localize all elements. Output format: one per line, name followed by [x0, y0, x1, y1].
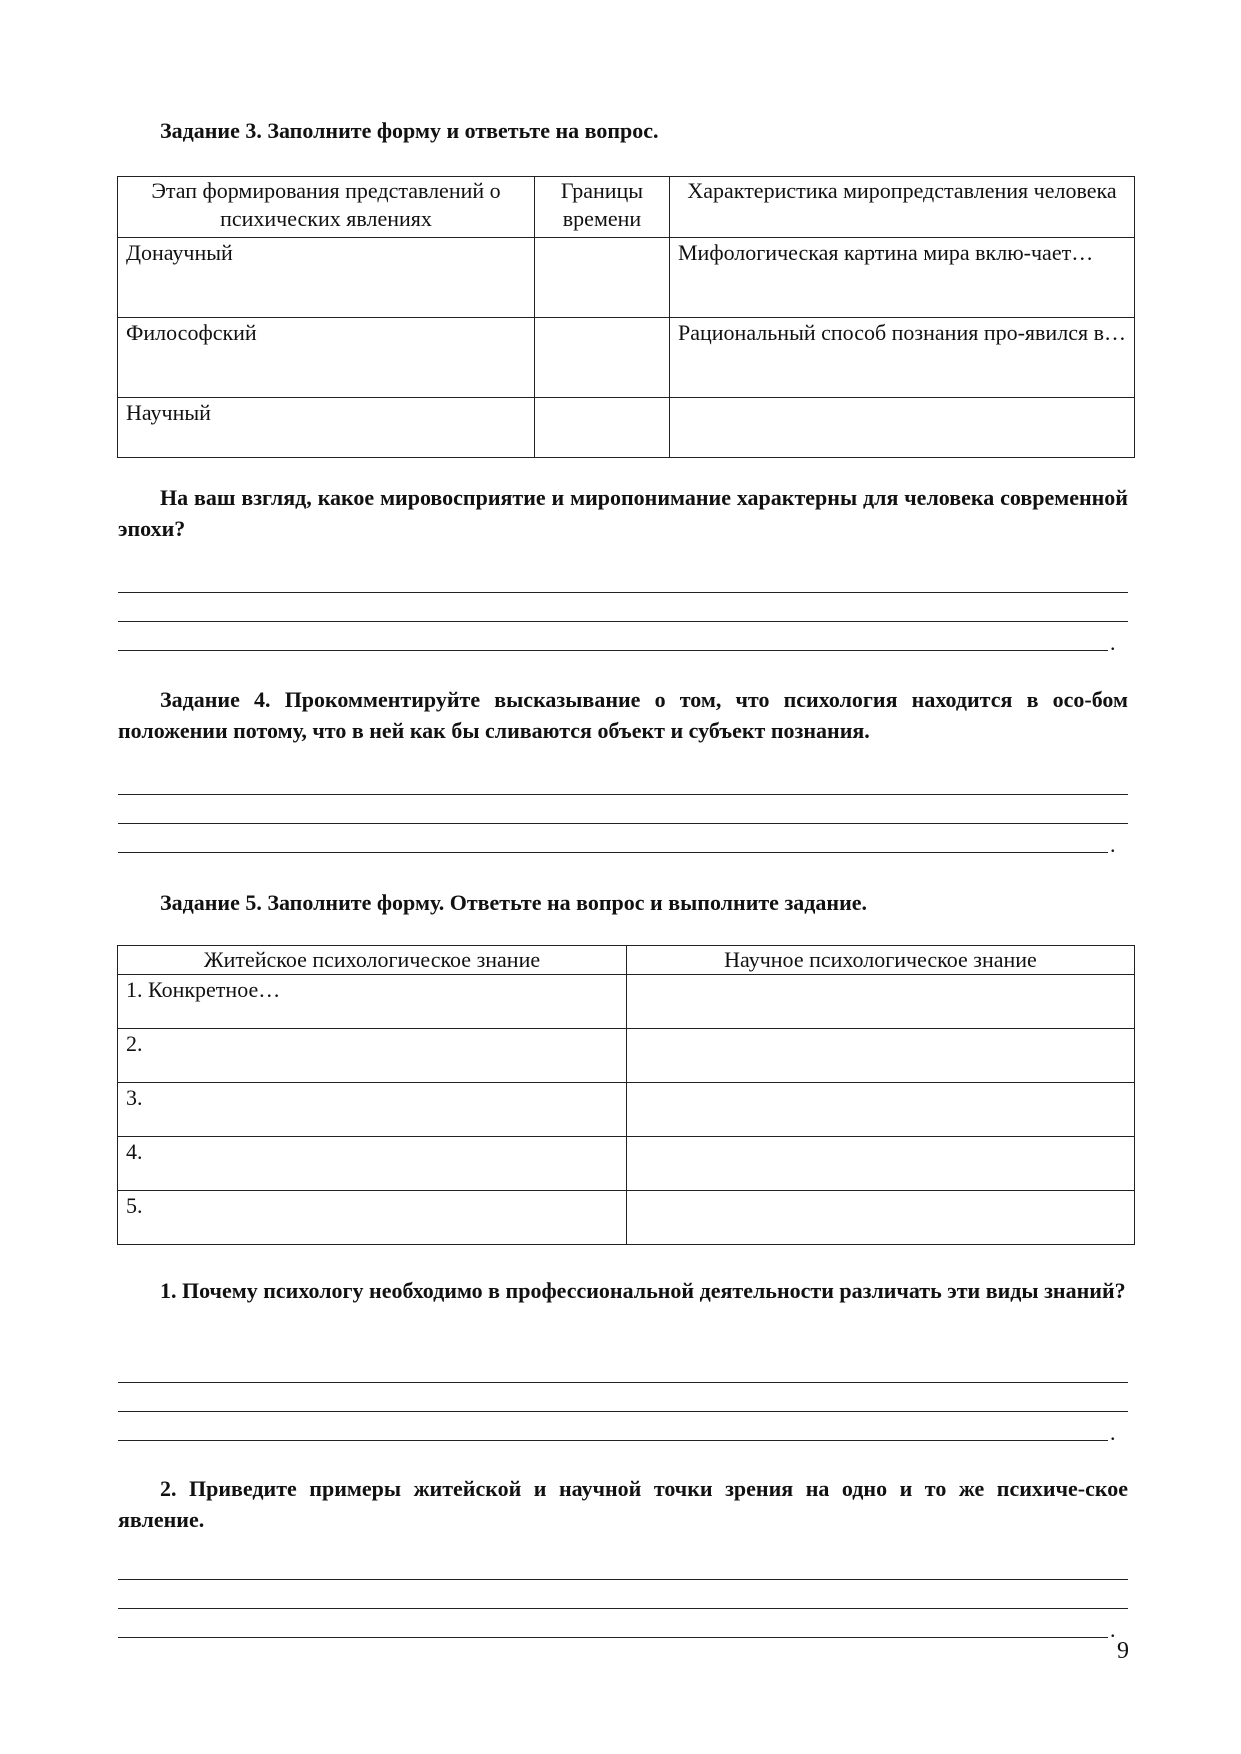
table-cell[interactable]: [627, 975, 1135, 1029]
end-mark: .: [1110, 1420, 1116, 1445]
end-mark: .: [1110, 1617, 1116, 1642]
answer-line[interactable]: [118, 852, 1108, 853]
table-header-cell: Житейское психологическое знание: [118, 946, 627, 975]
task5-question-2: 2. Приведите примеры житейской и научной точки зрения на одно и то же психиче-ское явление.: [118, 1476, 1128, 1532]
table-cell[interactable]: [627, 1029, 1135, 1083]
answer-line[interactable]: [118, 650, 1108, 651]
table-cell: Рациональный способ познания про-явился в…: [670, 318, 1135, 398]
table-row: [118, 1137, 1135, 1191]
table-cell[interactable]: [627, 1191, 1135, 1245]
answer-line[interactable]: [118, 1411, 1128, 1412]
table-row: [118, 398, 1135, 458]
table-cell[interactable]: [535, 238, 670, 318]
table-cell[interactable]: [670, 398, 1135, 458]
answer-line[interactable]: [118, 621, 1128, 622]
table-header-cell: Научное психологическое знание: [627, 946, 1135, 975]
table-row: [118, 1191, 1135, 1245]
answer-line[interactable]: [118, 794, 1128, 795]
table-cell[interactable]: 2.: [118, 1029, 627, 1083]
table-cell[interactable]: [627, 1083, 1135, 1137]
task4-heading: Задание 4. Прокомментируйте высказывание о том, что психология находится в осо-бом положении потому, что в ней как бы сливаются объект и субъект познания.: [118, 687, 1128, 743]
answer-line[interactable]: [118, 1579, 1128, 1580]
table-cell: Донаучный: [118, 238, 535, 318]
table-cell[interactable]: 3.: [118, 1083, 627, 1137]
table-row: [118, 238, 1135, 318]
table-row: [118, 975, 1135, 1029]
page-number: 9: [1117, 1638, 1129, 1664]
end-mark: .: [1110, 630, 1116, 655]
answer-line[interactable]: [118, 823, 1128, 824]
table-row: [118, 318, 1135, 398]
task3-table: [117, 176, 1135, 458]
task5-table: [117, 945, 1135, 1245]
table-cell[interactable]: [535, 398, 670, 458]
table-cell[interactable]: 5.: [118, 1191, 627, 1245]
table-cell: 1. Конкретное…: [118, 975, 627, 1029]
table-cell: Научный: [118, 398, 535, 458]
end-mark: .: [1110, 832, 1116, 857]
table-header-cell: Характеристика миропредставления человека: [670, 177, 1135, 238]
table-header-row: [118, 177, 1135, 238]
table-cell[interactable]: [627, 1137, 1135, 1191]
answer-line[interactable]: [118, 1637, 1108, 1638]
table-cell: Мифологическая картина мира вклю-чает…: [670, 238, 1135, 318]
task3-heading: Задание 3. Заполните форму и ответьте на вопрос.: [160, 118, 659, 143]
table-cell[interactable]: 4.: [118, 1137, 627, 1191]
table-cell: Философский: [118, 318, 535, 398]
task3-question: На ваш взгляд, какое мировосприятие и миропонимание характерны для человека современной эпохи?: [118, 485, 1128, 541]
task5-question-1: 1. Почему психологу необходимо в профессиональной деятельности различать эти виды знаний?: [160, 1278, 1126, 1303]
table-row: [118, 1083, 1135, 1137]
answer-line[interactable]: [118, 1608, 1128, 1609]
table-header-cell: Этап формирования представлений о психических явлениях: [118, 177, 535, 238]
table-header-cell: Границы времени: [535, 177, 670, 238]
table-header-row: [118, 946, 1135, 975]
table-row: [118, 1029, 1135, 1083]
answer-line[interactable]: [118, 1382, 1128, 1383]
task5-heading: Задание 5. Заполните форму. Ответьте на вопрос и выполните задание.: [160, 890, 868, 915]
table-cell[interactable]: [535, 318, 670, 398]
answer-line[interactable]: [118, 1440, 1108, 1441]
answer-line[interactable]: [118, 592, 1128, 593]
